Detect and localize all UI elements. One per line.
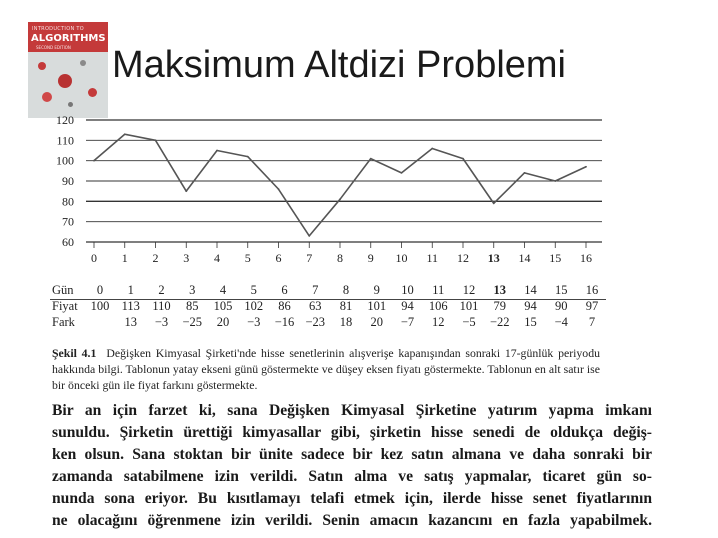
price-point <box>339 198 341 200</box>
price-point <box>462 158 464 160</box>
table-cell: 81 <box>339 299 353 313</box>
body-text <box>52 400 652 532</box>
table-cell: 16 <box>585 283 599 297</box>
table-cell: 97 <box>585 299 599 313</box>
table-cell: −5 <box>462 315 476 329</box>
price-point <box>554 180 556 182</box>
price-point <box>524 172 526 174</box>
table-cell: 7 <box>312 283 319 297</box>
caption-label: Şekil 4.1 <box>52 346 97 360</box>
table-cell: 101 <box>459 299 479 313</box>
table-cell: 4 <box>219 283 227 297</box>
table-cell: 86 <box>278 299 291 313</box>
body-text-line: ne olacağını öğrenmene izin verildi. Senin amacın kazancını en fazla yapabilmek. <box>52 512 652 529</box>
price-point <box>585 166 587 168</box>
table-cell: 2 <box>158 283 165 297</box>
table-cell: 90 <box>555 299 568 313</box>
y-tick-label: 120 <box>56 113 74 127</box>
x-tick-label: 10 <box>395 251 408 265</box>
x-tick-label: 1 <box>121 251 128 265</box>
x-tick-label: 8 <box>337 251 343 265</box>
table-cell: 7 <box>588 315 596 329</box>
price-point <box>93 160 95 162</box>
table-cell: −23 <box>305 315 326 329</box>
price-point <box>401 172 403 174</box>
price-series-line <box>94 134 586 236</box>
table-cell: 13 <box>493 283 506 297</box>
x-tick-label: 12 <box>457 251 469 265</box>
table-cell: −3 <box>247 315 261 329</box>
table-cell: 63 <box>309 299 322 313</box>
table-cell: 6 <box>281 283 288 297</box>
x-tick-label: 16 <box>580 251 592 265</box>
table-cell: 102 <box>244 299 264 313</box>
table-cell: 18 <box>339 315 353 329</box>
table-cell: 8 <box>342 283 350 297</box>
table-row-label: Fark <box>52 315 75 329</box>
table-cell: 12 <box>462 283 476 297</box>
body-text-line: sunuldu. Şirketin ürettiği kimyasallar gibi, şirketin hisse senedi de oldukça değiş- <box>52 424 652 441</box>
table-cell: 94 <box>524 299 537 313</box>
body-text-line: zamanda satabilmene izin verildi. Satın alma ve satış yapmalar, ticaret gün so- <box>52 468 652 485</box>
y-tick-label: 80 <box>62 194 74 209</box>
x-tick-label: 6 <box>275 251 282 265</box>
price-point <box>370 158 372 160</box>
price-point <box>308 235 310 237</box>
table-cell: 14 <box>524 283 537 297</box>
table-row <box>50 299 606 315</box>
price-point <box>278 188 280 190</box>
table-cell: 3 <box>189 283 196 297</box>
page-title: Maksimum Altdizi Problemi <box>112 44 566 86</box>
table-cell: 105 <box>213 299 233 313</box>
y-tick-label: 70 <box>62 214 74 229</box>
table-row-label: Gün <box>52 283 74 297</box>
y-tick-label: 90 <box>62 174 74 188</box>
body-text-line: ken olsun. Sana stoktan bir ünite sadece bir kez satın almana ve daha sonraki bir <box>52 446 652 463</box>
table-cell: 20 <box>370 315 383 329</box>
book-cover-name: ALGORITHMS <box>31 33 106 44</box>
y-tick-label: 100 <box>56 153 74 168</box>
body-text-line: Bir an için farzet ki, sana Değişken Kimyasal Şirketine yatırım yapma imkanı <box>52 402 652 419</box>
table-cell: 106 <box>428 299 448 313</box>
table-cell: −3 <box>154 315 169 329</box>
table-cell: −16 <box>274 315 295 329</box>
x-tick-label: 0 <box>91 251 97 265</box>
table-cell: −22 <box>489 315 510 329</box>
x-tick-label: 15 <box>549 251 562 265</box>
price-point <box>493 202 495 204</box>
table-cell: 0 <box>96 283 104 297</box>
table-cell: 1 <box>127 283 134 297</box>
table-cell: 20 <box>216 315 230 329</box>
table-cell: 79 <box>493 299 506 313</box>
x-tick-label: 9 <box>367 251 374 265</box>
table-cell: 110 <box>152 299 171 313</box>
y-tick-label: 110 <box>56 133 74 148</box>
table-cell: 13 <box>124 315 137 329</box>
table-row-label: Fiyat <box>52 299 78 313</box>
book-cover-series: INTRODUCTION TO <box>32 26 84 32</box>
table-cell: 15 <box>524 315 537 329</box>
x-tick-label: 4 <box>214 251 220 265</box>
table-cell: 5 <box>250 283 257 297</box>
x-tick-label: 13 <box>487 251 500 265</box>
body-text-line: nunda sona eriyor. Bu kısıtlamayı telafi etmek için, ilerde hisse senet fiyatlarının <box>52 490 652 507</box>
price-point <box>124 133 126 135</box>
table-cell: 85 <box>186 299 199 313</box>
caption-text: Değişken Kimyasal Şirketi'nde hisse senetlerinin alışverişe kapanışından sonraki 17-günlük periyodu hakkında bilgi. Tablonun yatay ekseni günü göstermekte ve düşey eksen fiyatı göstermekte. Tablonun en alt satır ise bir önceki gün ile fiyat farkını göstermekte. <box>52 346 600 392</box>
x-tick-label: 14 <box>518 251 531 265</box>
table-cell: 12 <box>432 315 445 329</box>
x-tick-label: 3 <box>183 251 190 265</box>
x-tick-label: 7 <box>306 251 313 265</box>
table-cell: 10 <box>401 283 414 297</box>
table-row <box>50 283 606 299</box>
table-cell: −4 <box>554 315 568 329</box>
table-cell: 101 <box>367 299 387 313</box>
book-cover-edition: SECOND EDITION <box>36 45 71 50</box>
table-cell: 94 <box>401 299 414 313</box>
x-tick-label: 11 <box>426 251 439 265</box>
table-cell: 11 <box>432 283 445 297</box>
price-point <box>216 150 218 152</box>
price-point <box>185 190 187 192</box>
table-cell: −25 <box>182 315 203 329</box>
table-row <box>50 315 606 331</box>
figure-caption <box>52 345 600 393</box>
table-cell: 9 <box>373 283 380 297</box>
price-point <box>155 139 157 141</box>
x-tick-label: 2 <box>152 251 159 265</box>
x-tick-label: 5 <box>244 251 251 265</box>
y-tick-label: 60 <box>62 235 74 249</box>
price-table <box>50 283 606 331</box>
price-point <box>247 156 249 158</box>
table-cell: 113 <box>121 299 140 313</box>
price-point <box>431 148 433 150</box>
table-cell: −7 <box>400 315 415 329</box>
table-cell: 15 <box>555 283 568 297</box>
table-cell: 100 <box>90 299 110 313</box>
